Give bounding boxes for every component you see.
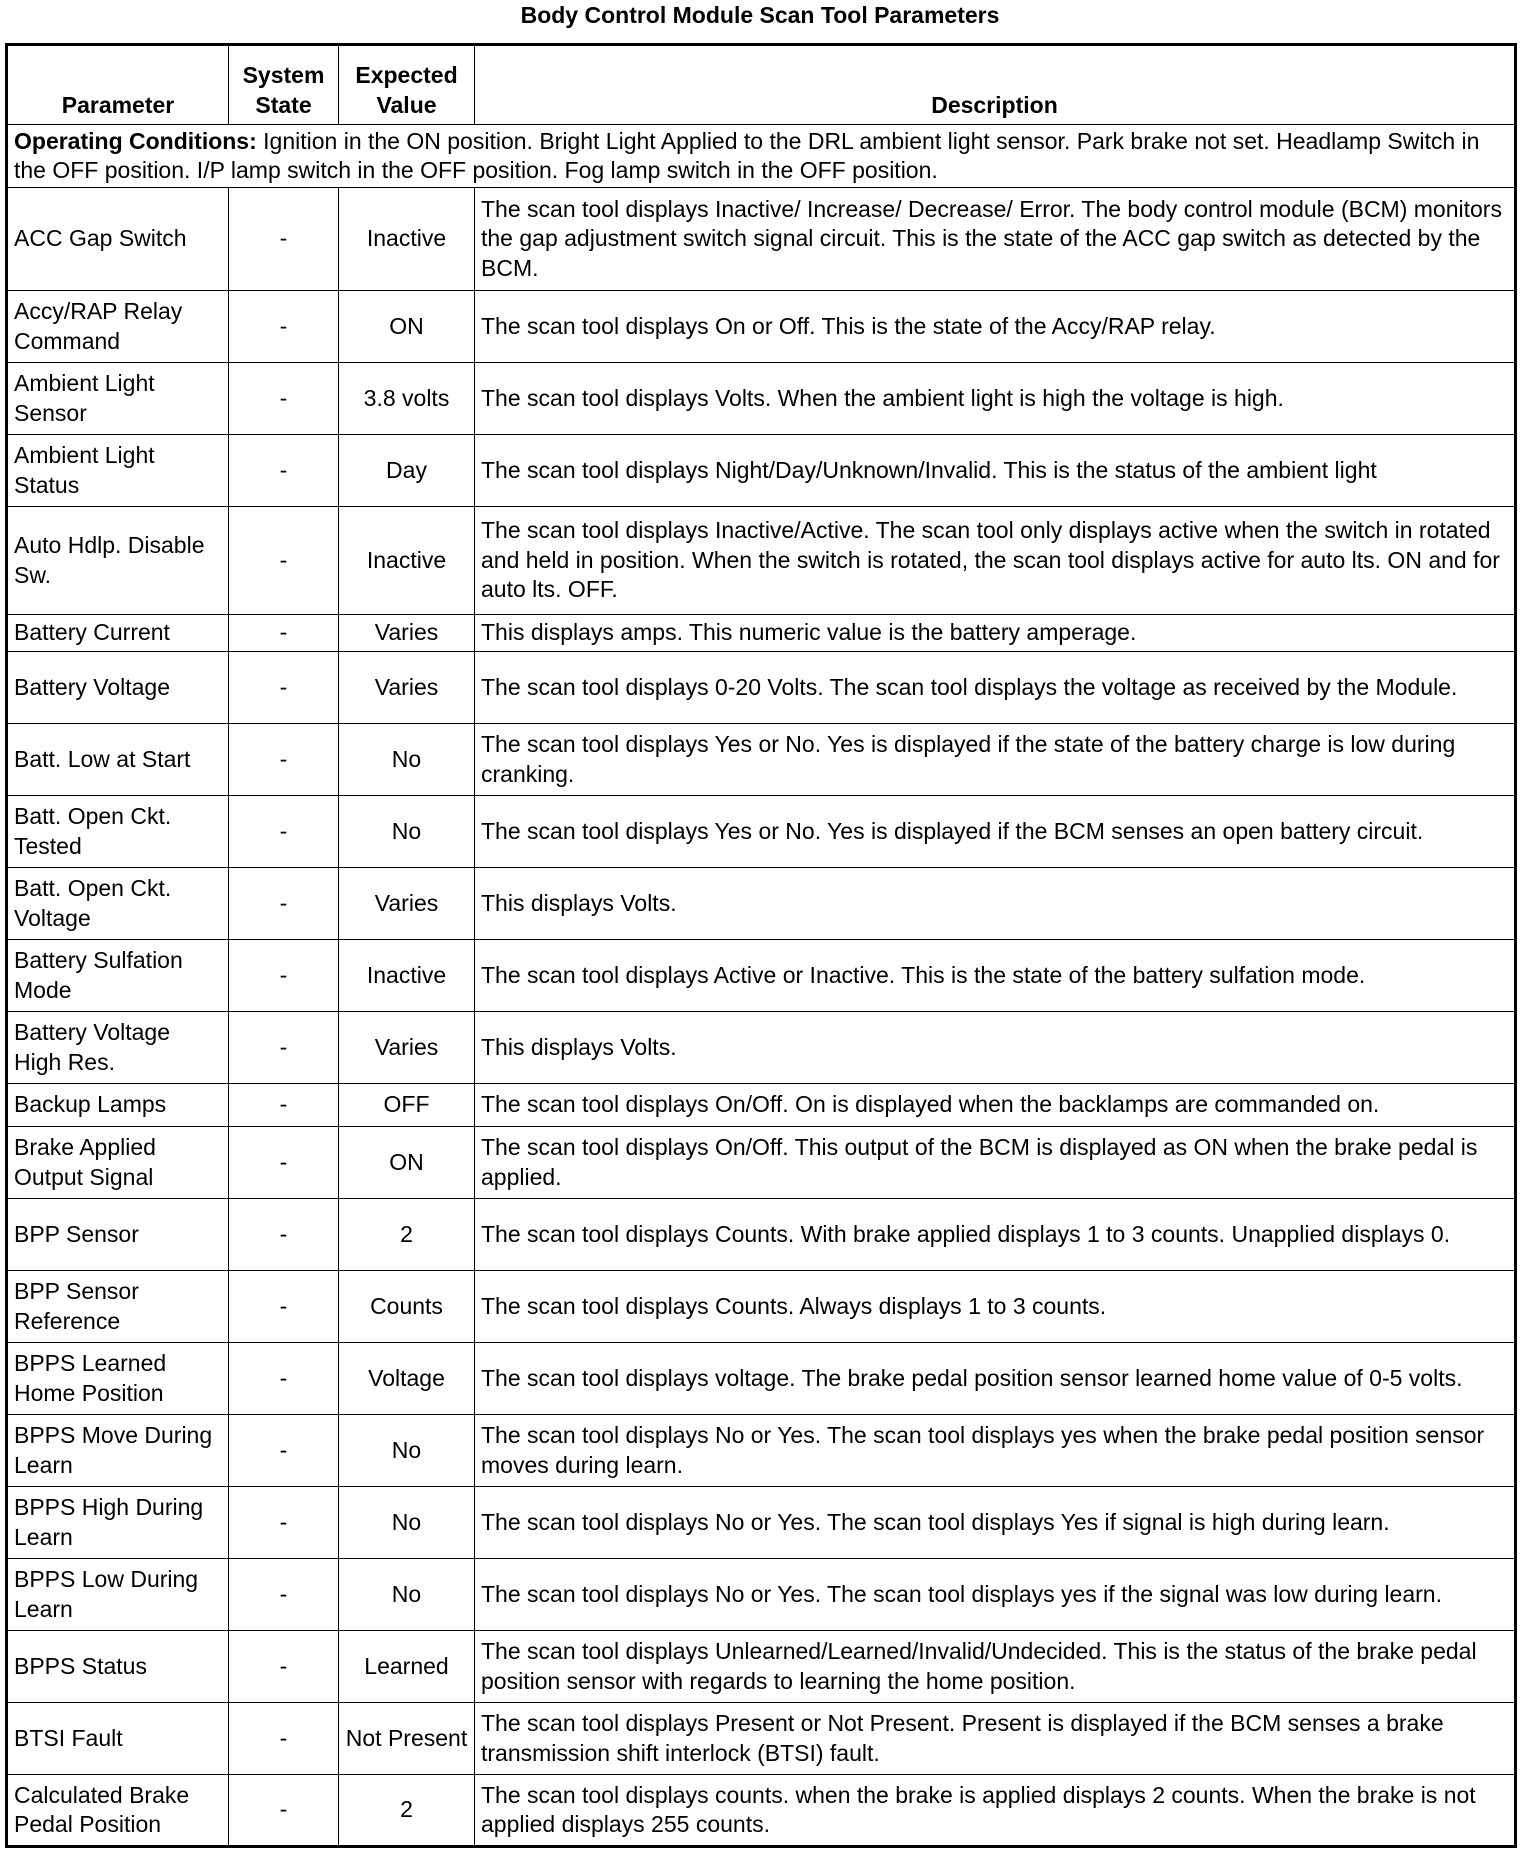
header-system-state: System State	[229, 45, 339, 125]
table-row	[7, 724, 1516, 796]
parameter-cell: Batt. Open Ckt. Voltage	[7, 868, 229, 940]
description-cell: The scan tool displays Counts. With brake applied displays 1 to 3 counts. Unapplied displays 0.	[475, 1199, 1516, 1271]
expected-value-cell: ON	[339, 1127, 475, 1199]
system-state-cell: -	[229, 1775, 339, 1847]
expected-value-cell: OFF	[339, 1084, 475, 1127]
parameter-cell: BPPS High During Learn	[7, 1487, 229, 1559]
parameter-cell: Ambient Light Status	[7, 435, 229, 507]
table-row	[7, 1487, 1516, 1559]
expected-value-cell: Inactive	[339, 507, 475, 615]
parameter-cell: ACC Gap Switch	[7, 188, 229, 291]
description-cell: This displays Volts.	[475, 868, 1516, 940]
system-state-cell: -	[229, 507, 339, 615]
description-cell: This displays Volts.	[475, 1012, 1516, 1084]
expected-value-cell: Voltage	[339, 1343, 475, 1415]
operating-conditions	[7, 125, 1516, 188]
expected-value-cell: 2	[339, 1199, 475, 1271]
table-row	[7, 615, 1516, 652]
expected-value-cell: No	[339, 1415, 475, 1487]
description-cell: This displays amps. This numeric value is the battery amperage.	[475, 615, 1516, 652]
table-row	[7, 1415, 1516, 1487]
expected-value-cell: Learned	[339, 1631, 475, 1703]
parameter-cell: Batt. Open Ckt. Tested	[7, 796, 229, 868]
header-expected-value: Expected Value	[339, 45, 475, 125]
expected-value-cell: Not Present	[339, 1703, 475, 1775]
expected-value-cell: Inactive	[339, 188, 475, 291]
description-cell: The scan tool displays No or Yes. The scan tool displays yes when the brake pedal position sensor moves during learn.	[475, 1415, 1516, 1487]
expected-value-cell: Varies	[339, 1012, 475, 1084]
table-row	[7, 1084, 1516, 1127]
description-cell: The scan tool displays Active or Inactive. This is the state of the battery sulfation mode.	[475, 940, 1516, 1012]
system-state-cell: -	[229, 1559, 339, 1631]
table-row	[7, 507, 1516, 615]
table-row	[7, 1012, 1516, 1084]
system-state-cell: -	[229, 796, 339, 868]
parameter-cell: BPPS Move During Learn	[7, 1415, 229, 1487]
parameter-cell: Auto Hdlp. Disable Sw.	[7, 507, 229, 615]
system-state-cell: -	[229, 652, 339, 724]
description-cell: The scan tool displays voltage. The brake pedal position sensor learned home value of 0-5 volts.	[475, 1343, 1516, 1415]
header-row	[7, 45, 1516, 125]
expected-value-cell: Day	[339, 435, 475, 507]
system-state-cell: -	[229, 363, 339, 435]
header-description: Description	[475, 45, 1516, 125]
table-row	[7, 1775, 1516, 1847]
parameter-cell: Battery Voltage	[7, 652, 229, 724]
expected-value-cell: 3.8 volts	[339, 363, 475, 435]
system-state-cell: -	[229, 1012, 339, 1084]
table-row	[7, 940, 1516, 1012]
expected-value-cell: No	[339, 724, 475, 796]
description-cell: The scan tool displays Yes or No. Yes is displayed if the state of the battery charge is low during cranking.	[475, 724, 1516, 796]
system-state-cell: -	[229, 1199, 339, 1271]
header-parameter: Parameter	[7, 45, 229, 125]
description-cell: The scan tool displays counts. when the brake is applied displays 2 counts. When the brake is not applied displays 255 counts.	[475, 1775, 1516, 1847]
system-state-cell: -	[229, 188, 339, 291]
expected-value-cell: Varies	[339, 652, 475, 724]
system-state-cell: -	[229, 291, 339, 363]
parameter-cell: BPPS Status	[7, 1631, 229, 1703]
parameter-cell: Backup Lamps	[7, 1084, 229, 1127]
operating-conditions-row	[7, 125, 1516, 188]
description-cell: The scan tool displays Counts. Always displays 1 to 3 counts.	[475, 1271, 1516, 1343]
system-state-cell: -	[229, 1415, 339, 1487]
expected-value-cell: Counts	[339, 1271, 475, 1343]
table-row	[7, 188, 1516, 291]
description-cell: The scan tool displays Unlearned/Learned/Invalid/Undecided. This is the status of the brake pedal position sensor with regards to learning the home position.	[475, 1631, 1516, 1703]
parameter-cell: BTSI Fault	[7, 1703, 229, 1775]
description-cell: The scan tool displays Yes or No. Yes is displayed if the BCM senses an open battery circuit.	[475, 796, 1516, 868]
description-cell: The scan tool displays On/Off. On is displayed when the backlamps are commanded on.	[475, 1084, 1516, 1127]
table-row	[7, 1199, 1516, 1271]
parameter-cell: Batt. Low at Start	[7, 724, 229, 796]
description-cell: The scan tool displays No or Yes. The scan tool displays yes if the signal was low during learn.	[475, 1559, 1516, 1631]
system-state-cell: -	[229, 1271, 339, 1343]
system-state-cell: -	[229, 1084, 339, 1127]
operating-conditions-label: Operating Conditions:	[14, 127, 257, 154]
parameter-cell: Battery Sulfation Mode	[7, 940, 229, 1012]
description-cell: The scan tool displays Inactive/ Increase/ Decrease/ Error. The body control module (BCM) monitors the gap adjustment switch signal circuit. This is the state of the ACC gap switch as detected by the BCM.	[475, 188, 1516, 291]
table-row	[7, 1703, 1516, 1775]
system-state-cell: -	[229, 1127, 339, 1199]
system-state-cell: -	[229, 1487, 339, 1559]
system-state-cell: -	[229, 1343, 339, 1415]
description-cell: The scan tool displays On/Off. This output of the BCM is displayed as ON when the brake pedal is applied.	[475, 1127, 1516, 1199]
table-row	[7, 1271, 1516, 1343]
table-row	[7, 1343, 1516, 1415]
parameter-cell: Battery Current	[7, 615, 229, 652]
system-state-cell: -	[229, 615, 339, 652]
system-state-cell: -	[229, 940, 339, 1012]
parameter-cell: Ambient Light Sensor	[7, 363, 229, 435]
expected-value-cell: No	[339, 796, 475, 868]
table-row	[7, 652, 1516, 724]
expected-value-cell: Inactive	[339, 940, 475, 1012]
table-row	[7, 291, 1516, 363]
parameter-cell: Calculated Brake Pedal Position	[7, 1775, 229, 1847]
expected-value-cell: 2	[339, 1775, 475, 1847]
operating-conditions-text: Ignition in the ON position. Bright Light Applied to the DRL ambient light sensor. Park brake not set. Headlamp Switch in the OFF position. I/P lamp switch in the OFF position. Fog lamp switch in the OFF position.	[14, 127, 1480, 183]
table-row	[7, 1631, 1516, 1703]
description-cell: The scan tool displays Present or Not Present. Present is displayed if the BCM senses a brake transmission shift interlock (BTSI) fault.	[475, 1703, 1516, 1775]
expected-value-cell: No	[339, 1487, 475, 1559]
description-cell: The scan tool displays No or Yes. The scan tool displays Yes if signal is high during learn.	[475, 1487, 1516, 1559]
description-cell: The scan tool displays Night/Day/Unknown/Invalid. This is the status of the ambient light	[475, 435, 1516, 507]
parameter-cell: BPPS Low During Learn	[7, 1559, 229, 1631]
table-row	[7, 868, 1516, 940]
description-cell: The scan tool displays On or Off. This is the state of the Accy/RAP relay.	[475, 291, 1516, 363]
parameter-cell: BPPS Learned Home Position	[7, 1343, 229, 1415]
scan-tool-parameters-table	[5, 43, 1517, 1848]
description-cell: The scan tool displays 0-20 Volts. The scan tool displays the voltage as received by the Module.	[475, 652, 1516, 724]
description-cell: The scan tool displays Inactive/Active. The scan tool only displays active when the switch in rotated and held in position. When the switch is rotated, the scan tool displays active for auto lts. ON and for auto lts. OFF.	[475, 507, 1516, 615]
expected-value-cell: Varies	[339, 615, 475, 652]
system-state-cell: -	[229, 724, 339, 796]
parameter-cell: Battery Voltage High Res.	[7, 1012, 229, 1084]
description-cell: The scan tool displays Volts. When the ambient light is high the voltage is high.	[475, 363, 1516, 435]
table-row	[7, 796, 1516, 868]
table-row	[7, 363, 1516, 435]
parameter-cell: BPP Sensor	[7, 1199, 229, 1271]
system-state-cell: -	[229, 435, 339, 507]
table-row	[7, 435, 1516, 507]
expected-value-cell: ON	[339, 291, 475, 363]
table-row	[7, 1559, 1516, 1631]
parameter-cell: BPP Sensor Reference	[7, 1271, 229, 1343]
expected-value-cell: Varies	[339, 868, 475, 940]
system-state-cell: -	[229, 1703, 339, 1775]
page-title: Body Control Module Scan Tool Parameters	[520, 2, 1000, 28]
table-row	[7, 1127, 1516, 1199]
expected-value-cell: No	[339, 1559, 475, 1631]
parameter-cell: Accy/RAP Relay Command	[7, 291, 229, 363]
system-state-cell: -	[229, 868, 339, 940]
parameter-cell: Brake Applied Output Signal	[7, 1127, 229, 1199]
system-state-cell: -	[229, 1631, 339, 1703]
